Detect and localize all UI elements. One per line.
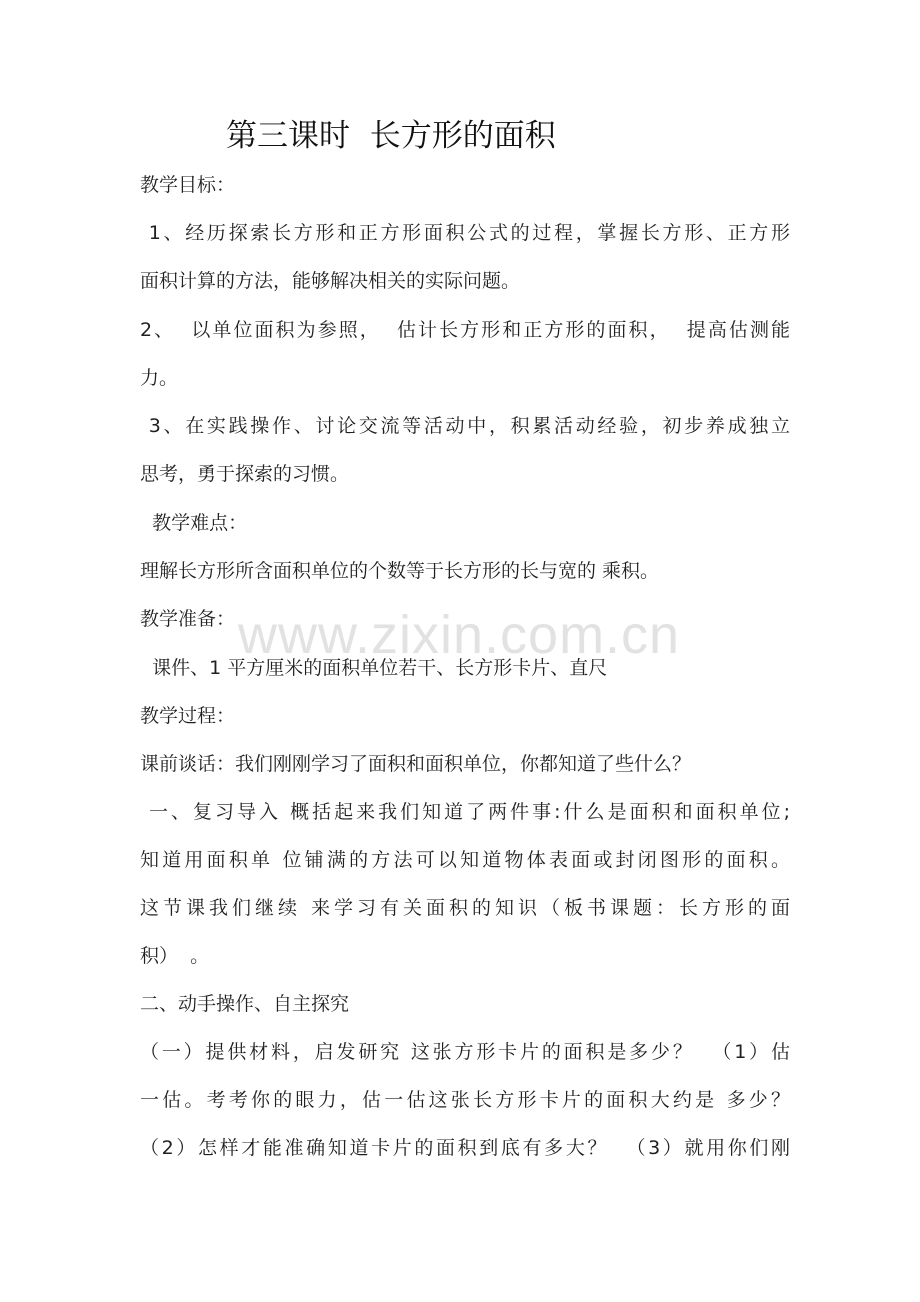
text-line: （一）提供材料，启发研究 这张方形卡片的面积是多少？ （1）估	[140, 1041, 790, 1063]
text-line: （2）怎样才能准确知道卡片的面积到底有多大？ （3）就用你们刚	[140, 1137, 790, 1159]
section-heading-difficulty: 教学难点：	[140, 512, 248, 534]
section-heading-hands-on: 二、动手操作、自主探究	[140, 993, 350, 1015]
page-title: 第三课时 长方形的面积	[226, 118, 556, 154]
text-line: 1、经历探索长方形和正方形面积公式的过程，掌握长方形、正方形	[140, 222, 790, 244]
section-heading-process: 教学过程：	[140, 705, 236, 727]
text-line: 课前谈话：我们刚刚学习了面积和面积单位，你都知道了些什么？	[140, 753, 692, 775]
text-line: 这节课我们继续 来学习有关面积的知识（板书课题：长方形的面	[140, 897, 790, 919]
text-line: 力。	[140, 367, 179, 389]
text-line: 3、在实践操作、讨论交流等活动中，积累活动经验，初步养成独立	[140, 415, 790, 437]
section-heading-preparation: 教学准备：	[140, 608, 236, 630]
watermark: www.zixin.com.cn	[238, 605, 681, 665]
section-heading-objectives: 教学目标：	[140, 174, 236, 196]
text-line: 知道用面积单 位铺满的方法可以知道物体表面或封闭图形的面积。	[140, 849, 790, 871]
text-line: 理解长方形所含面积单位的个数等于长方形的长与宽的 乘积。	[140, 560, 660, 582]
text-line: 积） 。	[140, 945, 210, 967]
text-line: 课件、1 平方厘米的面积单位若干、长方形卡片、直尺	[140, 657, 608, 679]
text-line: 思考，勇于探索的习惯。	[140, 463, 350, 485]
text-line: 一估。考考你的眼力，估一估这张长方形卡片的面积大约是 多少？	[140, 1089, 790, 1111]
text-line: 一、复习导入 概括起来我们知道了两件事:什么是面积和面积单位;	[140, 801, 790, 823]
text-line: 2、 以单位面积为参照， 估计长方形和正方形的面积， 提高估测能	[140, 319, 790, 341]
text-line: 面积计算的方法，能够解决相关的实际问题。	[140, 270, 521, 292]
